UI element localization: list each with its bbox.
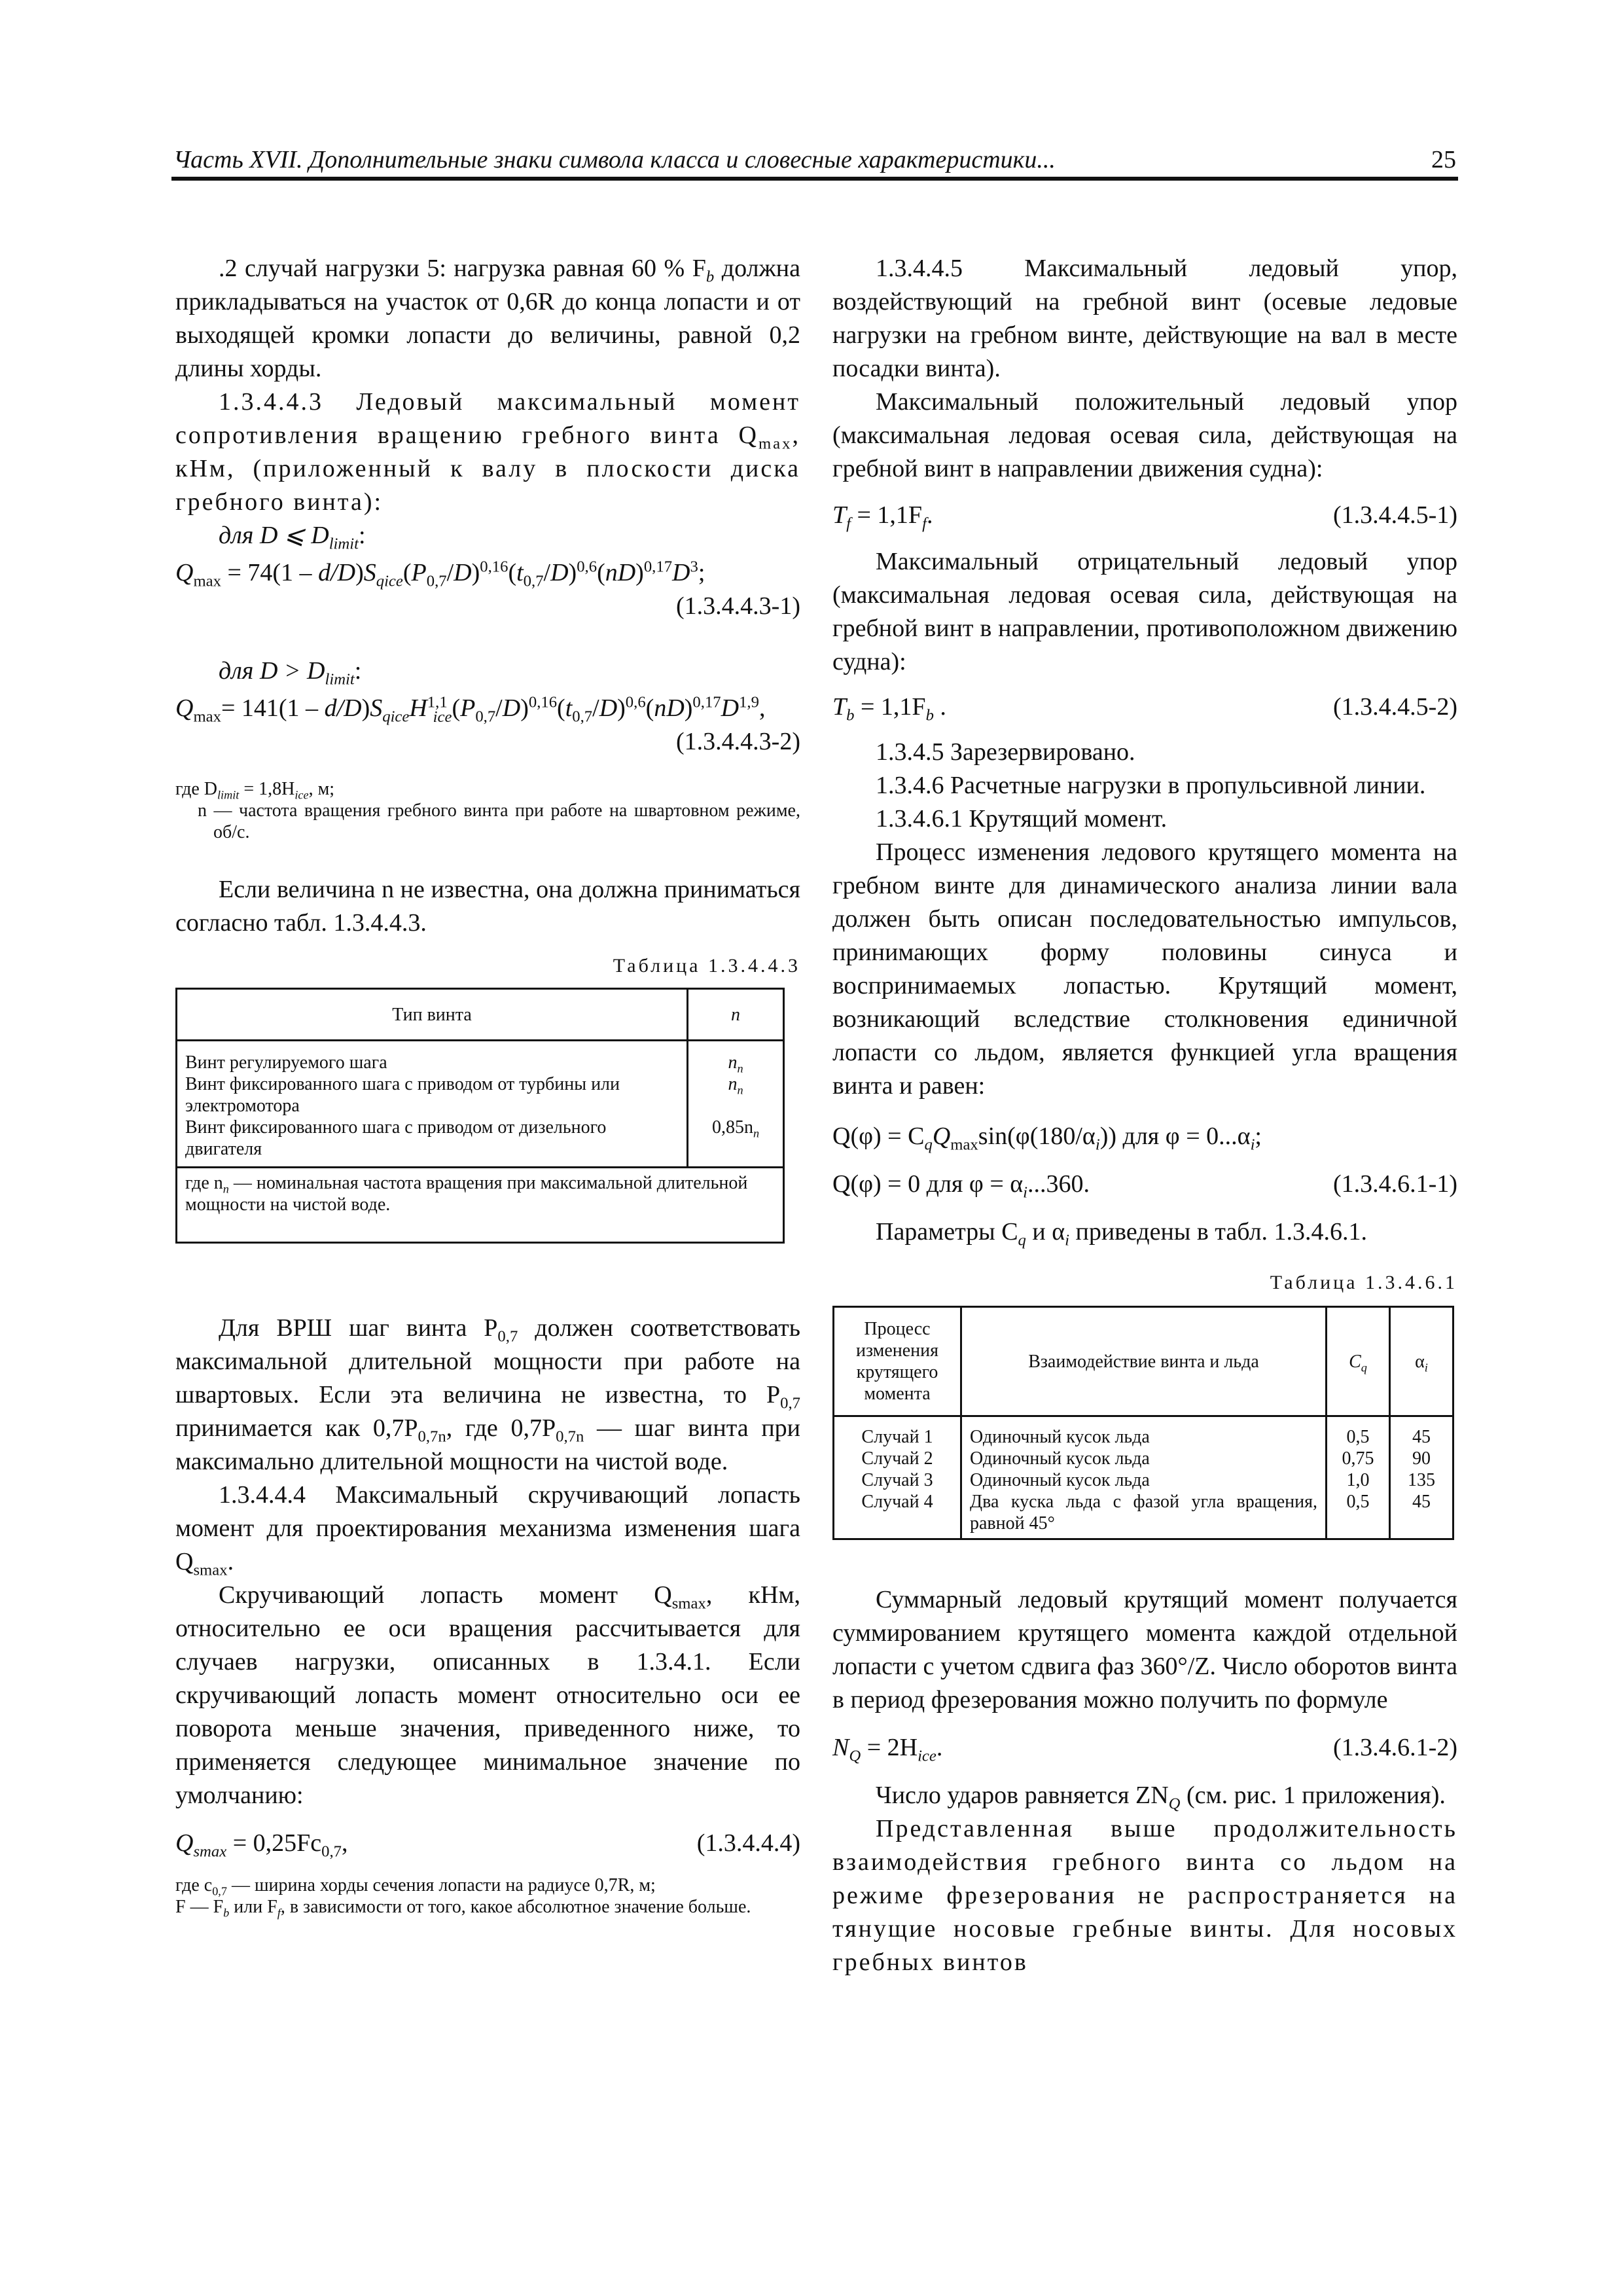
- left-column: [175, 252, 800, 1918]
- header-title: Часть XVII. Дополнительные знаки символа класса и словесные характеристики...: [173, 146, 1056, 173]
- paragraph-1-3-4-6-1: 1.3.4.6.1 Крутящий момент.: [876, 805, 1168, 833]
- formula-tf: $T_f = 1,1F_f$. (1.3.4.4.5-1): [832, 499, 1457, 532]
- paragraph-1-3-4-4-4: 1.3.4.4.4 Максимальный скручивающий лопасть момент для проектирования механизма изменения шага $Q_{smax}$.: [175, 1481, 800, 1579]
- condition-d-limit-le: для D ⩽ $D_{limit}$:: [219, 522, 366, 553]
- formula-qmax-1: $Q_{max} = 74(1 - d/D)S_{qice}(P_{0,7}/D)^{0,16}(t_{0,7}/D)^{0,6}(nD)^{0,17}D^3$;: [175, 558, 705, 590]
- paragraph-n-unknown: Если величина n не известна, она должна приниматься согласно табл. 1.3.4.4.3.: [175, 876, 800, 937]
- paragraph-1-3-4-4-3: 1.3.4.4.3 Ледовый максимальный момент сопротивления вращению гребного винта $Q_{max}$, кНм, (приложенный к валу в плоскости диска гребного винта):: [175, 388, 800, 516]
- formula-explanation: [175, 778, 800, 843]
- formula-nq: $N_Q = 2H_{ice}$. (1.3.4.6.1-2): [832, 1731, 1457, 1765]
- table-header-interaction: Взаимодействие винта и льда: [961, 1307, 1327, 1416]
- formula-tb: $T_b = 1,1F_b$ . (1.3.4.4.5-2): [832, 691, 1457, 724]
- condition-d-limit-gt: для $D > D_{limit}$:: [219, 657, 362, 689]
- paragraph-total-torque: Суммарный ледовый крутящий момент получается суммированием крутящего момента каждой отдельной лопасти с учетом сдвига фаз 360°/Z. Число оборотов винта в период фрезерования можно получить по формуле: [832, 1586, 1457, 1713]
- table-header-cq: $C_q$: [1327, 1307, 1390, 1416]
- table-header-type: Тип винта: [177, 989, 688, 1041]
- formula-number-1-3-4-4-4: (1.3.4.4.4): [696, 1829, 800, 1857]
- table-note: где $n_n$ — номинальная частота вращения при максимальной длительной мощности на чистой воде.: [177, 1168, 784, 1243]
- paragraph-duration: Представленная выше продолжительность взаимодействия гребного винта со льдом на режиме фрезерования не распространяется на тянущие носовые гребные винты. Для носовых гребных винтов: [832, 1815, 1457, 1976]
- formula-number-1-3-4-6-1-2: (1.3.4.6.1-2): [1333, 1734, 1457, 1761]
- paragraph-load-case-5: .2 случай нагрузки 5: нагрузка равная 60 % $F_b$ должна прикладываться на участок от 0,6R до конца лопасти и от выходящей кромки лопасти до величины, равной 0,2 длины хорды.: [175, 255, 801, 382]
- formula-number-1-3-4-4-3-1: (1.3.4.4.3-1): [676, 592, 800, 620]
- table-header-row: [177, 989, 784, 1041]
- running-header: [173, 145, 1456, 179]
- table-torque-cases: [832, 1306, 1454, 1540]
- table-row: [834, 1416, 1454, 1539]
- formula-qsmax: $Q_{smax} = 0,25Fc_{0,7}$, (1.3.4.4.4): [175, 1827, 800, 1860]
- where-d-limit: где $D_{limit} = 1,8H_{ice}$, м;: [175, 779, 335, 802]
- table-header-ai: $\alpha_i$: [1390, 1307, 1454, 1416]
- where-c07: где $c_{0,7}$ — ширина хорды сечения лопасти на радиусе 0,7R, м;: [175, 1875, 656, 1898]
- table-cell-ai: 45 90 135 45: [1390, 1416, 1454, 1539]
- table-cell-types: Винт регулируемого шага Винт фиксированного шага с приводом от турбины или электромотора Винт фиксированного шага с приводом от дизельного двигателя: [177, 1041, 688, 1168]
- paragraph-parameters: Параметры $C_q$ и $\alpha_i$ приведены в табл. 1.3.4.6.1.: [876, 1218, 1368, 1249]
- paragraph-1-3-4-4-5: 1.3.4.4.5 Максимальный ледовый упор, воздействующий на гребной винт (осевые ледовые нагрузки на гребном винте, действующие на вал в месте посадки винта).: [832, 255, 1457, 382]
- paragraph-spindle-torque: Скручивающий лопасть момент $Q_{smax}$, кНм, относительно ее оси вращения рассчитывается для случаев нагрузки, описанных в 1.3.4.1. Если скручивающий лопасть момент относительно оси ее поворота меньше значения, приведенного ниже, то применяется следующее минимальное значение по умолчанию:: [175, 1581, 800, 1809]
- formula-explanation-2: [175, 1874, 800, 1918]
- table-cell-descriptions: Одиночный кусок льда Одиночный кусок льда Одиночный кусок льда Два куска льда с фазой угла вращения, равной 45°: [961, 1416, 1327, 1539]
- formula-q-phi-1: $Q(\varphi) = C_qQ_{max}\sin(\varphi(180/\alpha_i))$ для $\varphi = 0...\alpha_i$;: [832, 1122, 1262, 1154]
- table-propeller-type: [175, 988, 785, 1244]
- paragraph-positive-thrust: Максимальный положительный ледовый упор (максимальная ледовая осевая сила, действующая на гребной винт в направлении движения судна):: [832, 388, 1457, 482]
- page-number: 25: [1431, 146, 1456, 173]
- paragraph-1-3-4-6: 1.3.4.6 Расчетные нагрузки в пропульсивной линии.: [876, 772, 1426, 799]
- formula-number-1-3-4-4-3-2: (1.3.4.4.3-2): [676, 728, 800, 755]
- table-cell-cq: 0,5 0,75 1,0 0,5: [1327, 1416, 1390, 1539]
- where-n: n — частота вращения гребного винта при работе на швартовном режиме, об/с.: [198, 800, 800, 842]
- paragraph-1-3-4-5: 1.3.4.5 Зарезервировано.: [876, 738, 1135, 766]
- table-note-row: [177, 1168, 784, 1243]
- paragraph-negative-thrust: Максимальный отрицательный ледовый упор (максимальная ледовая осевая сила, действующая на гребной винт в направлении, противоположном движению судна):: [832, 548, 1457, 675]
- formula-number-1-3-4-4-5-1: (1.3.4.4.5-1): [1333, 501, 1457, 529]
- table-1-title: Таблица 1.3.4.4.3: [613, 955, 800, 977]
- paragraph-torque-process: Процесс изменения ледового крутящего момента на гребном винте для динамического анализа линии вала должен быть описан последовательностью импульсов, принимающих форму половины синуса и воспринимаемых лопастью. Крутящий момент, возникающий вследствие столкновения единичной лопасти со льдом, является функцией угла вращения винта и равен:: [832, 838, 1457, 1100]
- paragraph-impacts: Число ударов равняется $ZN_Q$ (см. рис. 1 приложения).: [876, 1782, 1446, 1813]
- paragraph-vrsh-pitch: Для ВРШ шаг винта $P_{0,7}$ должен соответствовать максимальной длительной мощности при работе на швартовых. Если эта величина не известна, то $P_{0,7}$ принимается как $0,7P_{0,7n}$, где $0,7P_{0,7n}$ — шаг винта при максимально длительной мощности на чистой воде.: [175, 1314, 800, 1475]
- formula-number-1-3-4-6-1-1: (1.3.4.6.1-1): [1333, 1170, 1457, 1198]
- formula-number-1-3-4-4-5-2: (1.3.4.4.5-2): [1333, 693, 1457, 721]
- table-header-row: [834, 1307, 1454, 1416]
- table-row: [177, 1041, 784, 1168]
- table-cell-cases: Случай 1 Случай 2 Случай 3 Случай 4: [834, 1416, 961, 1539]
- right-column: [832, 252, 1457, 1979]
- table-header-process: Процесс изменения крутящего момента: [834, 1307, 961, 1416]
- formula-qmax-2: $Q_{max}= 141(1 - d/D)S_{qice}H^{1,1}_{ice}(P_{0,7}/D)^{0,16}(t_{0,7}/D)^{0,6}(nD)^{0,17}D^{1,9}$,: [175, 693, 766, 726]
- table-cell-n-values: $n_n$ $n_n$ $0,85n_n$: [688, 1041, 784, 1168]
- table-2-title: Таблица 1.3.4.6.1: [1270, 1272, 1457, 1293]
- header-rule: [171, 177, 1458, 181]
- table-header-n: n: [688, 989, 784, 1041]
- where-f: F — $F_b$ или $F_f$, в зависимости от того, какое абсолютное значение больше.: [175, 1897, 751, 1920]
- formula-q-phi-2: Q(φ) = 0 для $\varphi = \alpha_i...360$. (1.3.4.6.1-1): [832, 1168, 1457, 1201]
